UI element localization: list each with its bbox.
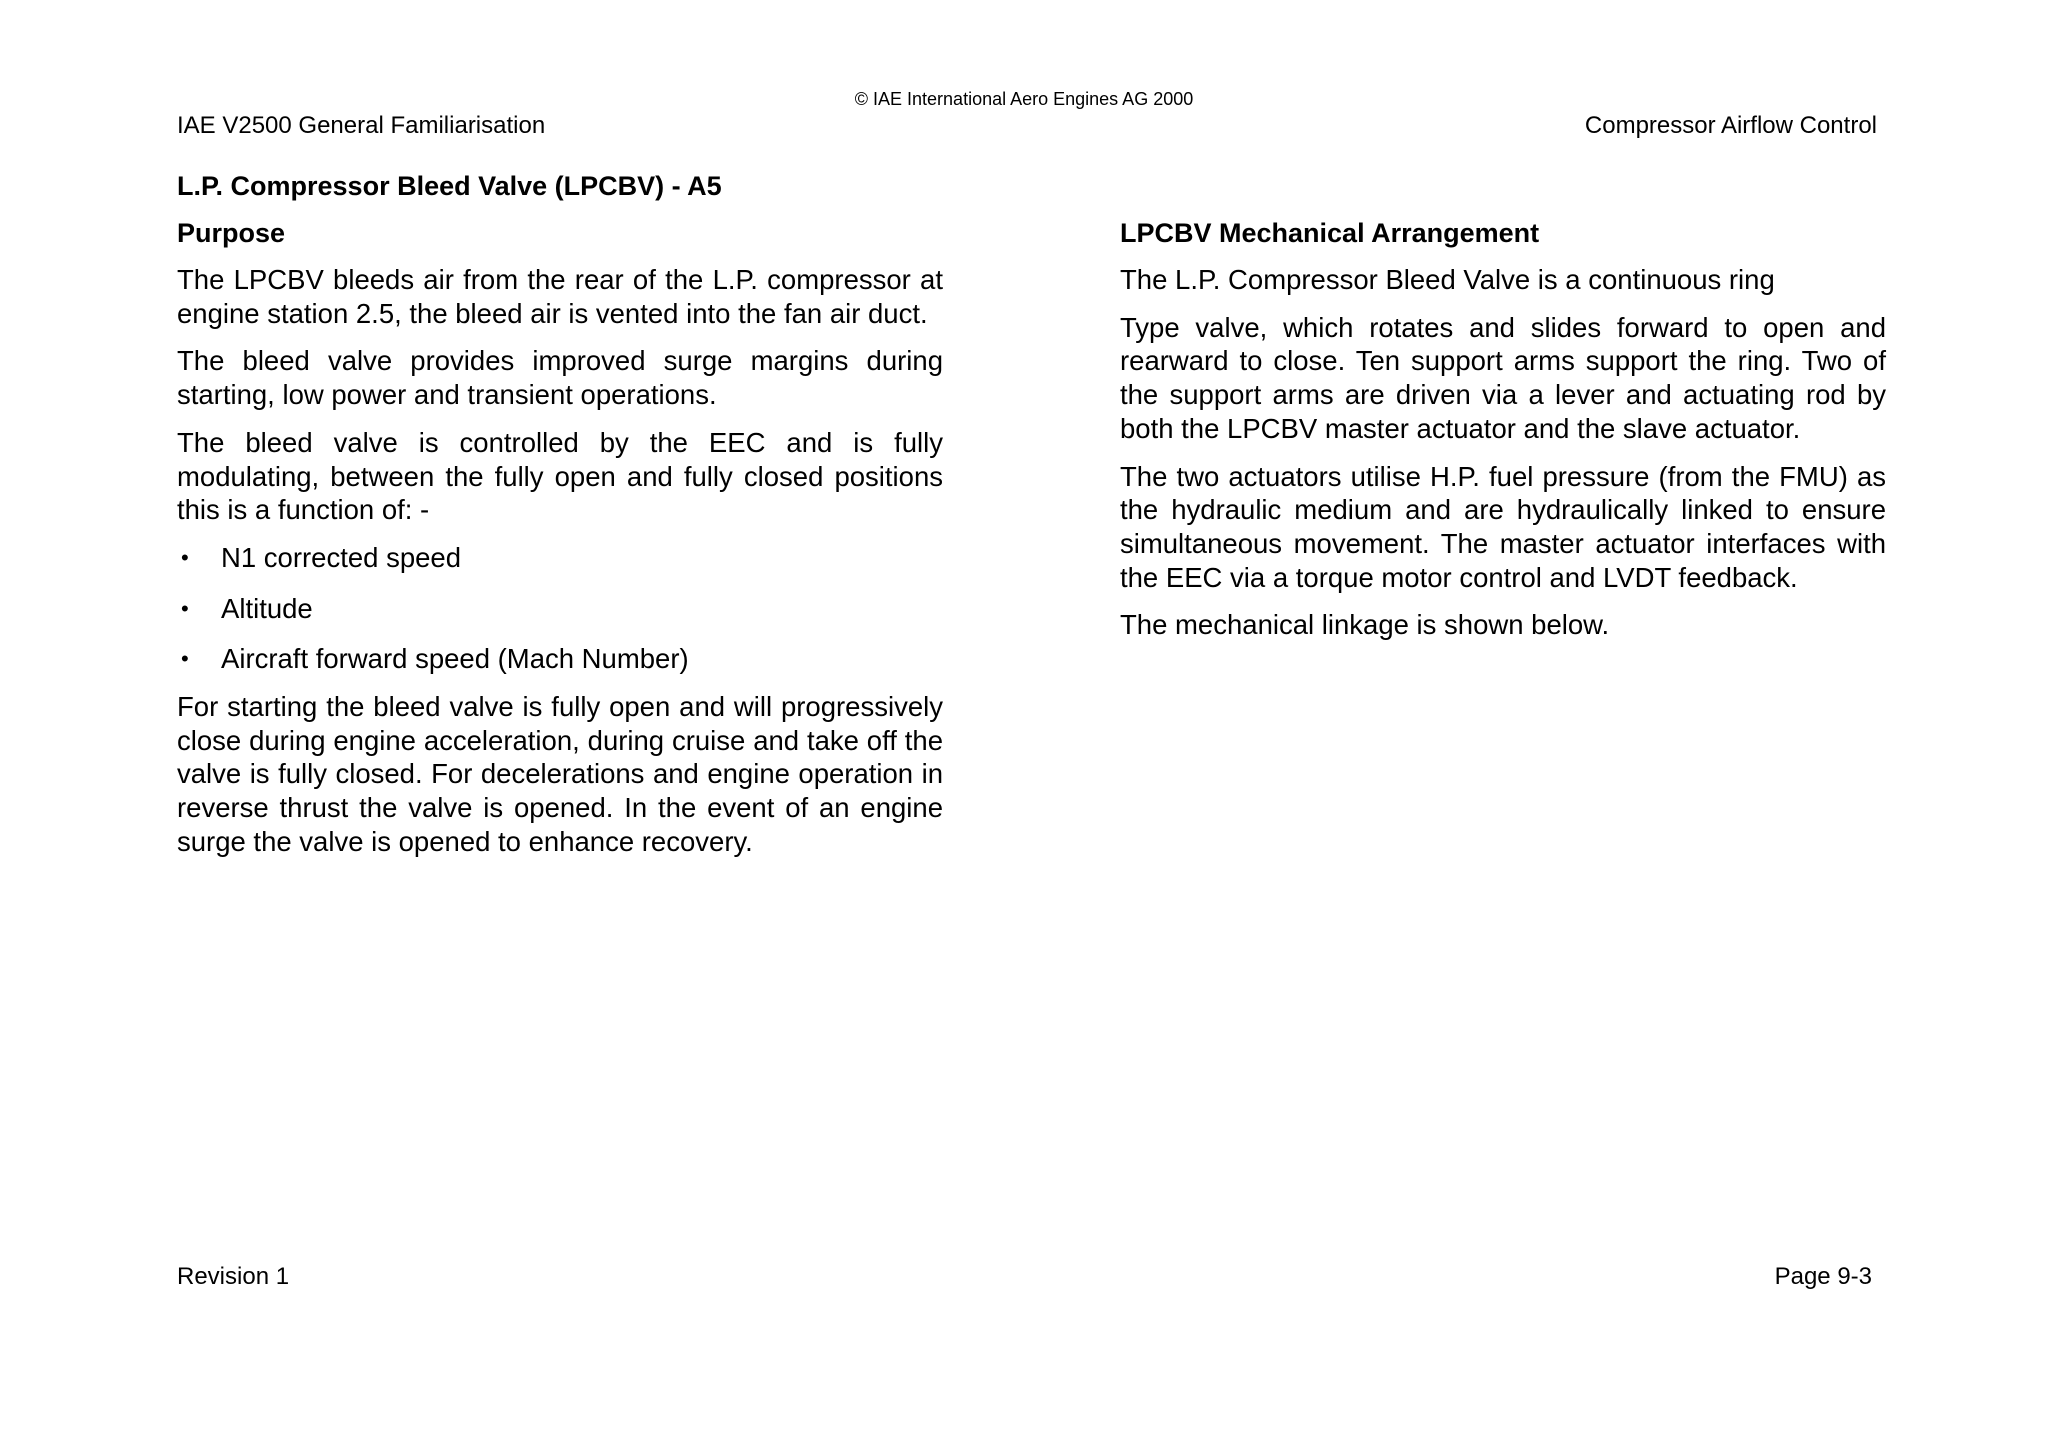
bullet-icon: • <box>181 544 189 570</box>
list-item-text: Aircraft forward speed (Mach Number) <box>221 643 689 675</box>
function-list <box>177 541 943 676</box>
paragraph: The bleed valve is controlled by the EEC and is fully modulating, between the fully open and fully closed positions this is a function of: - <box>177 426 943 526</box>
paragraph: The bleed valve provides improved surge margins during starting, low power and transient operations. <box>177 345 943 411</box>
list-item-text: Altitude <box>221 592 313 624</box>
purpose-heading: Purpose <box>177 218 286 248</box>
paragraph: The two actuators utilise H.P. fuel pressure (from the FMU) as the hydraulic medium and are hydraulically linked to ensure simultaneous movement. The master actuator interfaces with the EEC via a torque motor control and LVDT feedback. <box>1120 460 1886 593</box>
left-column <box>177 216 943 859</box>
header-chapter-title: Compressor Airflow Control <box>1584 112 1877 139</box>
paragraph: Type valve, which rotates and slides forward to open and rearward to close. Ten support arms support the ring. Two of the support arms are driven via a lever and actuating rod by both the LPCBV master actuator and the slave actuator. <box>1120 311 1886 444</box>
footer-page-number: Page 9-3 <box>1774 1263 1872 1290</box>
copyright-notice: © IAE International Aero Engines AG 2000 <box>854 89 1194 109</box>
list-item <box>177 642 943 676</box>
bullet-icon: • <box>181 646 189 672</box>
list-item-text: N1 corrected speed <box>221 541 461 573</box>
paragraph: The LPCBV bleeds air from the rear of the L.P. compressor at engine station 2.5, the bleed air is vented into the fan air duct. <box>177 264 943 329</box>
list-item <box>177 541 943 575</box>
list-item <box>177 592 943 626</box>
right-column <box>1120 216 1886 642</box>
paragraph: For starting the bleed valve is fully open and will progressively close during engine acceleration, during cruise and take off the valve is fully closed. For decelerations and engine operation in reverse thrust the valve is opened. In the event of an engine surge the valve is opened to enhance recovery. <box>177 691 943 857</box>
header-document-title: IAE V2500 General Familiarisation <box>177 112 546 139</box>
footer-revision: Revision 1 <box>177 1263 290 1290</box>
section-title: L.P. Compressor Bleed Valve (LPCBV) - A5 <box>177 171 722 201</box>
paragraph: The L.P. Compressor Bleed Valve is a continuous ring <box>1120 264 1775 295</box>
paragraph: The mechanical linkage is shown below. <box>1120 609 1610 641</box>
mechanical-arrangement-heading: LPCBV Mechanical Arrangement <box>1120 218 1540 248</box>
bullet-icon: • <box>181 595 189 621</box>
